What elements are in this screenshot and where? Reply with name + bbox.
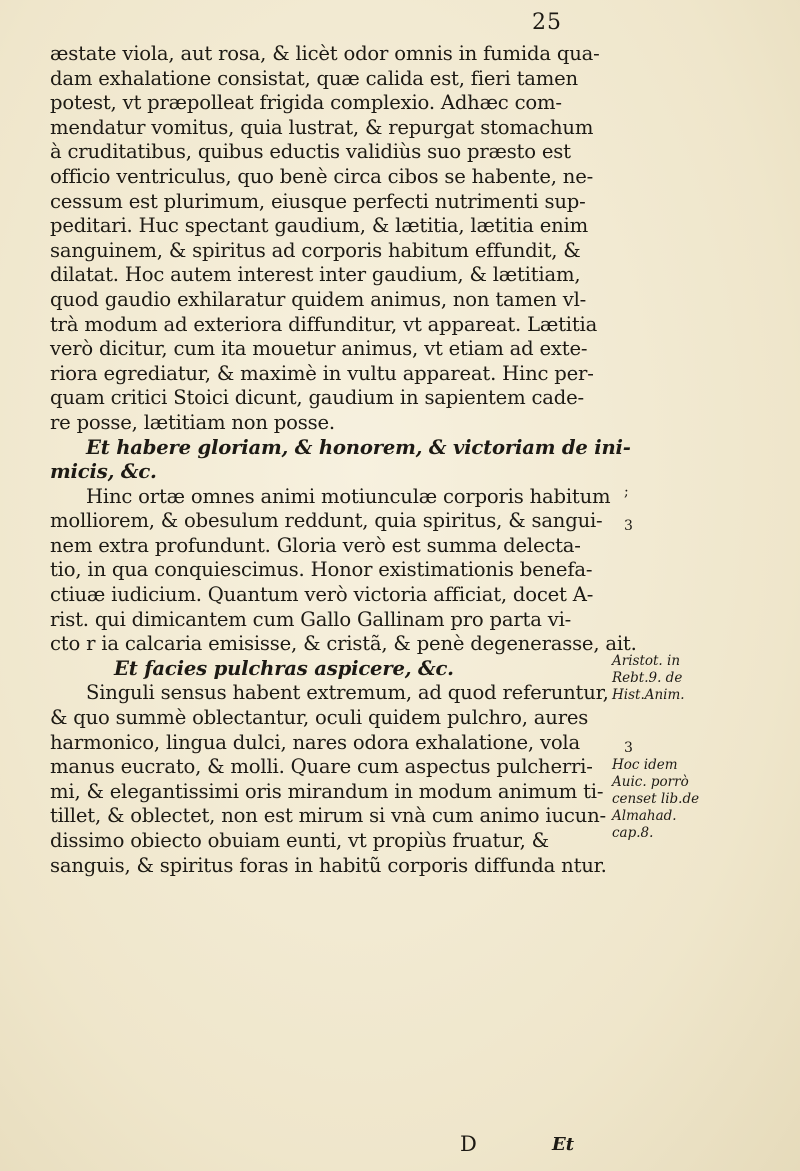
text-line: peditari. Huc spectant gaudium, & lætitia, lætitia enim xyxy=(50,214,588,238)
text-line: dissimo obiecto obuiam eunti, vt propiùs fruatur, & xyxy=(50,829,549,852)
page-number: 25 xyxy=(532,10,562,35)
text-line: mendatur vomitus, quia lustrat, & repurgat stomachum xyxy=(50,115,594,139)
text-line: quam critici Stoici dicunt, gaudium in sapientem cade- xyxy=(50,386,584,410)
text-line: verò dicitur, cum ita mouetur animus, vt etiam ad exte- xyxy=(50,337,588,361)
text-line: dam exhalatione consistat, quæ calida est, fieri tamen xyxy=(50,66,578,90)
text-line: micis, &c. xyxy=(50,460,157,484)
margin-note-line: censet lib.de xyxy=(612,791,700,807)
text-line: Hinc ortæ omnes animi motiunculæ corporis habitum xyxy=(86,484,611,508)
text-line: Et habere gloriam, & honorem, & victoriam de ini- xyxy=(86,435,631,459)
text-line: manus eucrato, & molli. Quare cum aspectus pulcherri- xyxy=(50,755,593,779)
text-line: sanguinem, & spiritus ad corporis habitum effundit, & xyxy=(50,238,581,262)
text-line: æstate viola, aut rosa, & licèt odor omnis in fumida qua- xyxy=(50,42,600,65)
margin-note-line: Almahad. xyxy=(612,808,677,824)
text-line: mi, & elegantissimi oris mirandum in modum animum ti- xyxy=(50,779,604,803)
margin-note-line: Hoc idem xyxy=(612,757,678,773)
text-line: tillet, & oblectet, non est mirum si vnà cum animo iucun- xyxy=(50,804,606,828)
text-line: ctiuæ iudicium. Quantum verò victoria afficiat, docet A- xyxy=(50,583,594,607)
text-line: tio, in qua conquiescimus. Honor existimationis benefa- xyxy=(50,558,593,582)
text-line: nem extra profundunt. Gloria verò est summa delecta- xyxy=(50,533,581,557)
text-line: riora egrediatur, & maximè in vultu appareat. Hinc per- xyxy=(50,361,594,385)
margin-note-avicenna xyxy=(612,757,722,842)
margin-mark: 3 xyxy=(624,518,633,534)
margin-mark: ; xyxy=(624,484,629,500)
text-line: sanguis, & spiritus foras in habitũ corporis diffunda ntur. xyxy=(50,853,607,877)
margin-note-line: cap.8. xyxy=(612,825,654,841)
margin-note-line: Aristot. in xyxy=(612,653,681,669)
text-line: à cruditatibus, quibus eductis validiùs suo præsto est xyxy=(50,140,571,164)
text-line: Singuli sensus habent extremum, ad quod referuntur, xyxy=(86,681,609,705)
text-line: dilatat. Hoc autem interest inter gaudium, & lætitiam, xyxy=(50,263,581,287)
text-line: trà modum ad exteriora diffunditur, vt appareat. Lætitia xyxy=(50,312,598,336)
signature-mark: D xyxy=(460,1132,477,1156)
text-line: rist. qui dimicantem cum Gallo Gallinam pro parta vi- xyxy=(50,607,572,631)
text-line: quod gaudio exhilaratur quidem animus, non tamen vl- xyxy=(50,287,587,311)
text-line: & quo summè oblectantur, oculi quidem pulchro, aures xyxy=(50,706,589,730)
catchword: Et xyxy=(552,1134,575,1155)
text-line: Et facies pulchras aspicere, &c. xyxy=(114,656,454,680)
text-line: cto r ia calcaria emisisse, & cristã, & penè degenerasse, ait. xyxy=(50,632,637,656)
margin-note-aristotle xyxy=(612,653,722,704)
text-line: cessum est plurimum, eiusque perfecti nutrimenti sup- xyxy=(50,189,586,213)
text-line: molliorem, & obesulum reddunt, quia spiritus, & sangui- xyxy=(50,509,603,533)
margin-note-line: Hist.Anim. xyxy=(612,687,685,703)
text-line: harmonico, lingua dulci, nares odora exhalatione, vola xyxy=(50,730,580,754)
text-line: officio ventriculus, quo benè circa cibos se habente, ne- xyxy=(50,164,594,188)
text-line: re posse, lætitiam non posse. xyxy=(50,410,335,434)
margin-note-line: Auic. porrò xyxy=(612,774,689,790)
text-line: potest, vt præpolleat frigida complexio. Adhæc com- xyxy=(50,91,562,115)
margin-note-line: Rebt.9. de xyxy=(612,670,683,686)
margin-mark: 3 xyxy=(624,740,633,756)
